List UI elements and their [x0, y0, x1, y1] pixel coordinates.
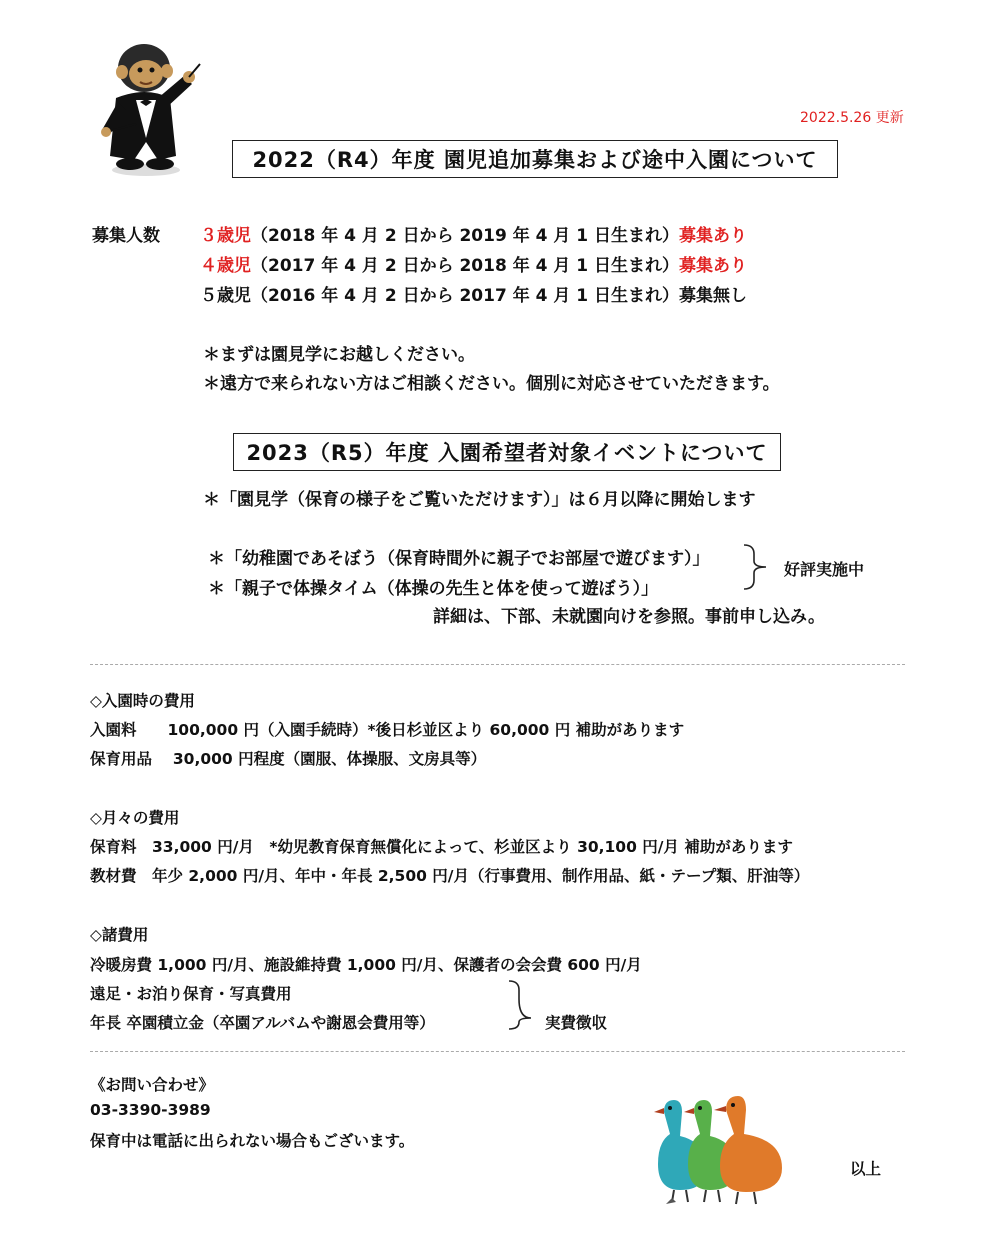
recruit-row: [200, 221, 747, 246]
event-details: 詳細は、下部、未就園向けを参照。事前申し込み。: [433, 607, 826, 627]
contact-heading: 《お問い合わせ》: [90, 1076, 215, 1094]
recruit-note: ＊まずは園見学にお越しください。: [203, 345, 475, 365]
event-play: ＊「幼稚園であそぼう（保育時間外に親子でお部屋で遊びます）」: [208, 549, 710, 569]
recruit-period: （2018 年 4 月 2 日から 2019 年 4 月 1 日生まれ）: [251, 226, 680, 246]
fees-entry-row: 保育用品 30,000 円程度（園服、体操服、文房具等）: [90, 750, 487, 768]
title-2022: 2022（R4）年度 園児追加募集および途中入園について: [232, 140, 838, 178]
recruit-row: [200, 281, 747, 306]
fees-misc-row: 冷暖房費 1,000 円/月、施設維持費 1,000 円/月、保護者の会会費 600 円/月: [90, 956, 642, 974]
fees-monthly-row: 教材費 年少 2,000 円/月、年中・年長 2,500 円/月（行事費用、制作用品、紙・テープ類、肝油等）: [90, 867, 810, 885]
divider: [90, 664, 905, 665]
recruit-status: 募集あり: [679, 226, 748, 246]
event-popular: 好評実施中: [784, 560, 865, 579]
event-visit: ＊「園見学（保育の様子をご覧いただけます）」は６月以降に開始します: [203, 490, 756, 510]
fees-misc-row: 年長 卒園積立金（卒園アルバムや謝恩会費用等）: [90, 1014, 435, 1032]
recruit-status: 募集あり: [679, 256, 748, 276]
conductor-mascot-icon: [88, 38, 206, 178]
fees-monthly-row: 保育料 33,000 円/月 *幼児教育保育無償化によって、杉並区より 30,100 円/月 補助があります: [90, 838, 793, 856]
fees-misc-row: 遠足・お泊り保育・写真費用: [90, 985, 292, 1003]
recruit-label: 募集人数: [92, 226, 160, 246]
brace-icon: [505, 978, 545, 1032]
fees-entry-heading: ◇入園時の費用: [90, 692, 195, 710]
brace-icon: [740, 542, 780, 592]
recruit-status: 募集無し: [679, 286, 748, 306]
three-ducks-icon: [650, 1090, 790, 1210]
fees-entry-row: 入園料 100,000 円（入園手続時）*後日杉並区より 60,000 円 補助があります: [90, 721, 685, 739]
updated-date: 2022.5.26 更新: [800, 110, 904, 126]
contact-phone: 03-3390-3989: [90, 1101, 211, 1119]
fees-misc-heading: ◇諸費用: [90, 926, 149, 944]
recruit-note: ＊遠方で来られない方はご相談ください。個別に対応させていただきます。: [203, 374, 780, 394]
recruit-period: （2016 年 4 月 2 日から 2017 年 4 月 1 日生まれ）: [251, 286, 680, 306]
end-mark: 以上: [850, 1160, 882, 1178]
recruit-age: ５歳児: [200, 286, 251, 306]
fees-misc-actual: 実費徴収: [545, 1014, 608, 1032]
recruit-period: （2017 年 4 月 2 日から 2018 年 4 月 1 日生まれ）: [251, 256, 680, 276]
fees-monthly-heading: ◇月々の費用: [90, 809, 180, 827]
divider: [90, 1051, 905, 1052]
recruit-age: ３歳児: [200, 226, 251, 246]
recruit-row: [200, 251, 747, 276]
title-2023: 2023（R5）年度 入園希望者対象イベントについて: [233, 433, 781, 471]
contact-note: 保育中は電話に出られない場合もございます。: [90, 1132, 415, 1150]
event-gym: ＊「親子で体操タイム（体操の先生と体を使って遊ぼう）」: [208, 579, 659, 599]
recruit-age: ４歳児: [200, 256, 251, 276]
